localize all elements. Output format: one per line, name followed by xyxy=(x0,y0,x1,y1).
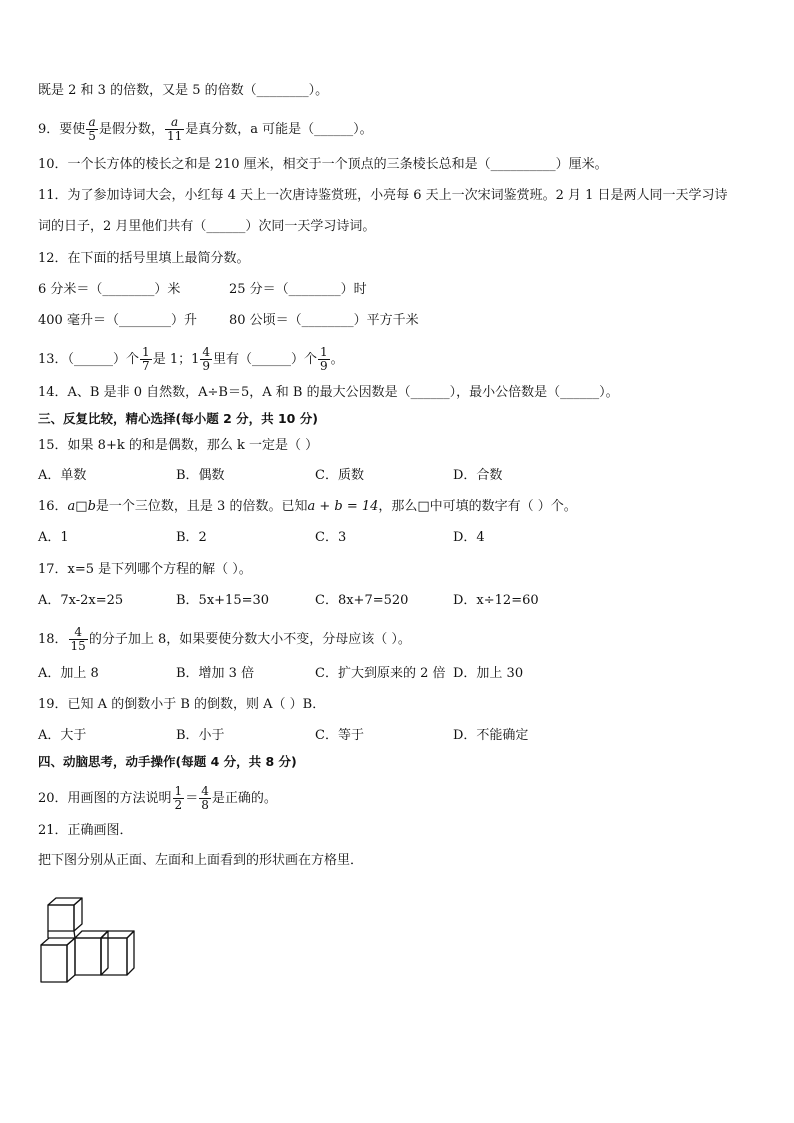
equals-sign: ＝ xyxy=(185,791,199,806)
numerator: 1 xyxy=(320,345,328,359)
fraction-1-over-2 xyxy=(173,785,185,812)
question-21-description: 把下图分别从正面、左面和上面看到的形状画在方格里． xyxy=(38,853,364,868)
q15-option-c[interactable]: C．质数 xyxy=(315,468,364,483)
cube-back-left xyxy=(48,931,75,938)
text: 20．用画图的方法说明 xyxy=(38,791,172,806)
q17-option-a[interactable]: A．7x-2x=25 xyxy=(38,593,124,608)
numerator: 4 xyxy=(202,345,211,359)
text: 是 1；1 xyxy=(152,352,200,367)
fraction-4-over-8 xyxy=(199,785,211,812)
q18-option-d[interactable]: D．加上 30 xyxy=(453,666,524,681)
question-12-item-3: 400 毫升＝（________）升 xyxy=(38,313,197,328)
text: 9．要使 xyxy=(38,122,86,137)
q19-option-d[interactable]: D．不能确定 xyxy=(453,728,529,743)
text: 是假分数， xyxy=(98,122,164,137)
q19-option-a[interactable]: A．大于 xyxy=(38,728,87,743)
denominator: 5 xyxy=(88,129,96,143)
question-10: 10．一个长方体的棱长之和是 210 厘米，相交于一个顶点的三条棱长总和是（__________）厘米。 xyxy=(38,157,608,172)
text: 16． xyxy=(38,499,68,514)
fraction-1-over-7 xyxy=(140,346,152,373)
q15-option-a[interactable]: A．单数 xyxy=(38,468,87,483)
denominator: 9 xyxy=(320,359,328,373)
denominator: 9 xyxy=(202,359,211,373)
q16-option-c[interactable]: C．3 xyxy=(315,530,347,545)
fraction-a-over-5 xyxy=(86,116,98,143)
text: 。 xyxy=(330,352,344,367)
cube-right xyxy=(101,931,134,975)
q18-option-b[interactable]: B．增加 3 倍 xyxy=(176,666,255,681)
question-11-line-1: 11．为了参加诗词大会，小红每 4 天上一次唐诗鉴赏班，小亮每 6 天上一次宋词鉴赏班。2 月 1 日是两人同一天学习诗 xyxy=(38,188,728,203)
q16-option-d[interactable]: D．4 xyxy=(453,530,485,545)
text: 13．（______）个 xyxy=(38,352,140,367)
q15-option-d[interactable]: D．合数 xyxy=(453,468,503,483)
question-12-item-2: 25 分＝（________）时 xyxy=(229,282,367,297)
numerator: 1 xyxy=(174,784,183,798)
question-11-line-2: 词的日子，2 月里他们共有（______）次同一天学习诗词。 xyxy=(38,219,376,234)
denominator: 15 xyxy=(70,639,86,653)
question-12-item-4: 80 公顷＝（________）平方千米 xyxy=(229,313,419,328)
numerator: 4 xyxy=(201,784,209,798)
question-14: 14．A、B 是非 0 自然数，A÷B＝5，A 和 B 的最大公因数是（______），最小公倍数是（______）。 xyxy=(38,385,619,400)
numerator: a xyxy=(88,115,96,129)
q19-option-c[interactable]: C．等于 xyxy=(315,728,364,743)
text: 是真分数，a 可能是（______）。 xyxy=(185,122,373,137)
question-12: 12．在下面的括号里填上最简分数。 xyxy=(38,251,250,266)
section-4-heading: 四、动脑思考，动手操作(每题 4 分，共 8 分) xyxy=(38,754,297,769)
question-12-item-1: 6 分米＝（________）米 xyxy=(38,282,181,297)
fraction-4-over-9 xyxy=(200,346,212,373)
question-8-continuation: 既是 2 和 3 的倍数，又是 5 的倍数（________）。 xyxy=(38,83,329,98)
question-17: 17．x=5 是下列哪个方程的解（ ）。 xyxy=(38,562,252,577)
text: 是正确的。 xyxy=(211,791,277,806)
q17-option-c[interactable]: C．8x+7=520 xyxy=(315,593,409,608)
expression: a□b xyxy=(67,499,96,514)
fraction-4-over-15 xyxy=(69,626,88,653)
denominator: 8 xyxy=(201,798,209,812)
text: 是一个三位数，且是 3 的倍数。已知 xyxy=(95,499,308,514)
q17-option-d[interactable]: D．x÷12=60 xyxy=(453,593,539,608)
numerator: 4 xyxy=(74,625,82,639)
question-20 xyxy=(38,785,277,812)
q19-option-b[interactable]: B．小于 xyxy=(176,728,225,743)
denominator: 2 xyxy=(174,798,183,812)
cube-stack-figure xyxy=(38,893,138,985)
cube-front-left xyxy=(41,938,75,982)
question-16 xyxy=(38,498,577,516)
fraction-a-over-11 xyxy=(165,116,184,143)
question-18 xyxy=(38,626,411,653)
text: ，那么□中可填的数字有（ ）个。 xyxy=(378,499,577,514)
question-15: 15．如果 8+k 的和是偶数，那么 k 一定是（ ） xyxy=(38,438,319,453)
numerator: a xyxy=(171,115,179,129)
q18-option-a[interactable]: A．加上 8 xyxy=(38,666,99,681)
question-21: 21．正确画图． xyxy=(38,823,133,838)
text: 里有（______）个 xyxy=(213,352,318,367)
equation: a + b = 14 xyxy=(307,499,379,514)
question-19: 19．已知 A 的倒数小于 B 的倒数，则 A（ ）B． xyxy=(38,697,326,712)
cube-top xyxy=(48,898,82,931)
section-3-heading: 三、反复比较，精心选择(每小题 2 分，共 10 分) xyxy=(38,411,318,426)
question-9 xyxy=(38,116,373,143)
fraction-1-over-9 xyxy=(318,346,330,373)
text: 的分子加上 8，如果要使分数大小不变，分母应该（ ）。 xyxy=(88,632,411,647)
text: 18． xyxy=(38,632,68,647)
q16-option-b[interactable]: B．2 xyxy=(176,530,207,545)
q18-option-c[interactable]: C．扩大到原来的 2 倍 xyxy=(315,666,446,681)
question-13 xyxy=(38,346,344,373)
denominator: 7 xyxy=(142,359,150,373)
numerator: 1 xyxy=(142,345,150,359)
denominator: 11 xyxy=(166,129,183,143)
q16-option-a[interactable]: A．1 xyxy=(38,530,69,545)
q17-option-b[interactable]: B．5x+15=30 xyxy=(176,593,270,608)
q15-option-b[interactable]: B．偶数 xyxy=(176,468,225,483)
